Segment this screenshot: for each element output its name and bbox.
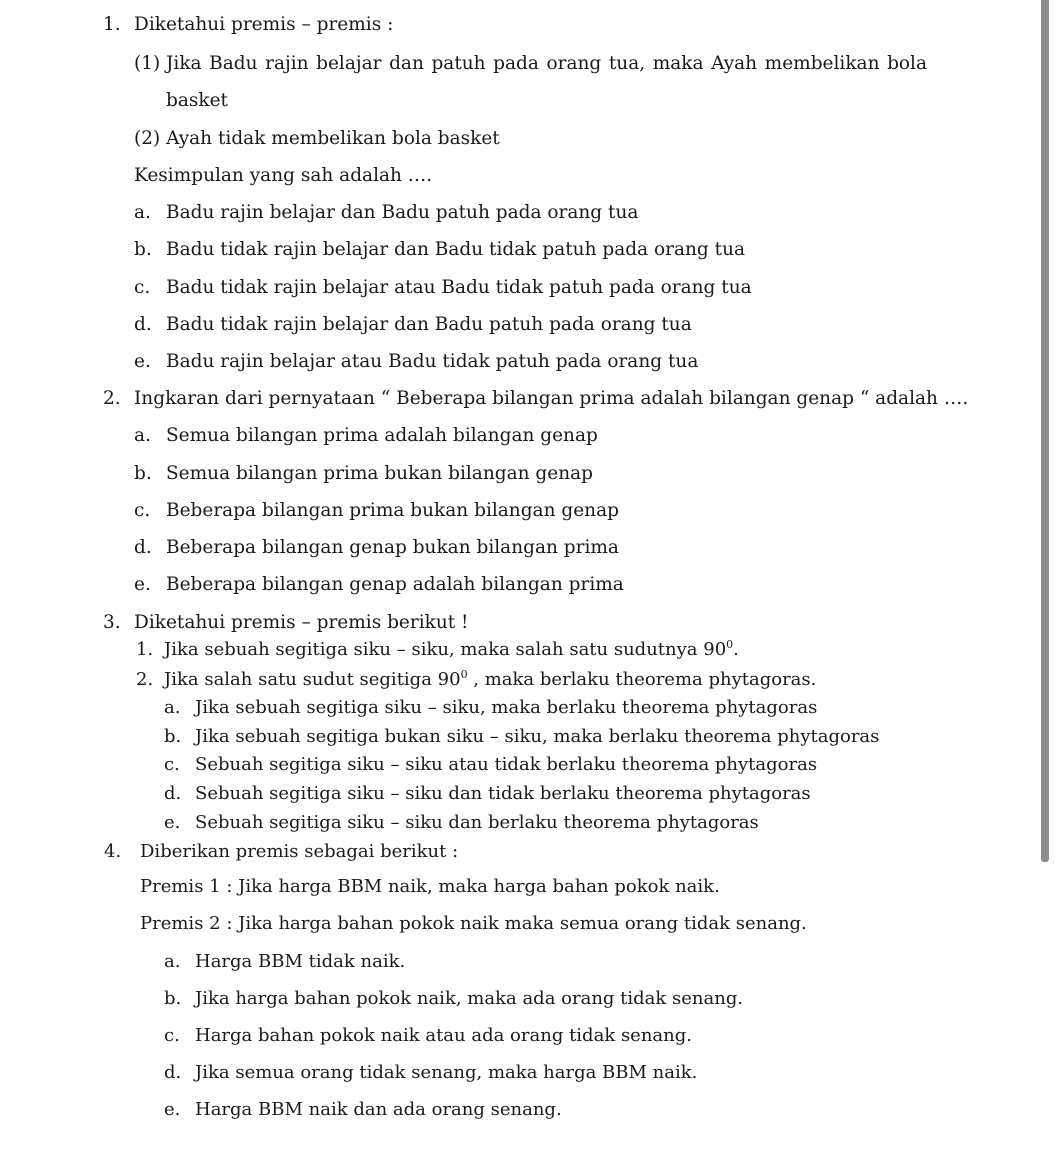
q1-option-letter: c. <box>134 277 151 298</box>
q3-premise1 <box>164 638 739 662</box>
q2-option-letter: e. <box>134 574 151 595</box>
q3-option-text: Sebuah segitiga siku – siku dan berlaku theorema phytagoras <box>195 812 759 833</box>
q3-option-letter: d. <box>164 783 182 804</box>
q2-option-text: Beberapa bilangan genap adalah bilangan prima <box>166 574 624 595</box>
q1-premise1-line2: basket <box>166 90 228 111</box>
q2-option-letter: a. <box>134 425 151 446</box>
degree-superscript: 0 <box>726 638 734 651</box>
q3-option-text: Jika sebuah segitiga siku – siku, maka berlaku theorema phytagoras <box>195 697 818 718</box>
q4-option-letter: b. <box>164 988 182 1009</box>
q3-stem: Diketahui premis – premis berikut ! <box>134 612 469 633</box>
q4-premise2: Premis 2 : Jika harga bahan pokok naik maka semua orang tidak senang. <box>140 913 807 934</box>
q4-option-letter: e. <box>164 1099 181 1120</box>
q4-option-text: Harga bahan pokok naik atau ada orang tidak senang. <box>195 1025 692 1046</box>
q3-option-text: Jika sebuah segitiga bukan siku – siku, maka berlaku theorema phytagoras <box>195 726 880 747</box>
vertical-scrollbar[interactable] <box>1041 0 1049 862</box>
q1-option-text: Badu tidak rajin belajar dan Badu patuh pada orang tua <box>166 314 692 335</box>
q3-premise2 <box>164 668 816 692</box>
q4-option-text: Harga BBM naik dan ada orang senang. <box>195 1099 562 1120</box>
q4-option-letter: c. <box>164 1025 180 1046</box>
q4-option-text: Jika harga bahan pokok naik, maka ada orang tidak senang. <box>195 988 744 1009</box>
q1-premise2: (2) Ayah tidak membelikan bola basket <box>134 128 500 149</box>
q2-option-text: Semua bilangan prima adalah bilangan genap <box>166 425 598 446</box>
q3-premise2-number: 2. <box>136 669 154 690</box>
q1-premise1-label: (1) <box>134 53 161 74</box>
q2-number: 2. <box>103 388 121 409</box>
q3-number: 3. <box>103 612 121 633</box>
q1-number: 1. <box>103 14 121 35</box>
q4-option-text: Harga BBM tidak naik. <box>195 951 406 972</box>
q2-stem: Ingkaran dari pernyataan “ Beberapa bilangan prima adalah bilangan genap “ adalah …. <box>134 388 969 409</box>
q1-stem: Diketahui premis – premis : <box>134 14 394 35</box>
q3-premise1-end: . <box>733 639 739 660</box>
q3-premise2-end: , maka berlaku theorema phytagoras. <box>467 669 817 690</box>
q3-premise2-text: Jika salah satu sudut segitiga 90 <box>164 669 461 690</box>
q1-option-text: Badu tidak rajin belajar atau Badu tidak patuh pada orang tua <box>166 277 752 298</box>
q1-option-letter: e. <box>134 351 151 372</box>
q1-option-letter: a. <box>134 202 151 223</box>
q1-option-letter: d. <box>134 314 152 335</box>
q1-option-text: Badu rajin belajar atau Badu tidak patuh pada orang tua <box>166 351 699 372</box>
q3-option-letter: c. <box>164 754 180 775</box>
q1-option-letter: b. <box>134 239 152 260</box>
q3-option-text: Sebuah segitiga siku – siku dan tidak berlaku theorema phytagoras <box>195 783 811 804</box>
q4-premise1: Premis 1 : Jika harga BBM naik, maka harga bahan pokok naik. <box>140 876 720 897</box>
q1-option-text: Badu rajin belajar dan Badu patuh pada orang tua <box>166 202 639 223</box>
q2-option-letter: b. <box>134 463 152 484</box>
q3-premise1-text: Jika sebuah segitiga siku – siku, maka salah satu sudutnya 90 <box>164 639 727 660</box>
q2-option-text: Beberapa bilangan prima bukan bilangan genap <box>166 500 619 521</box>
q4-option-letter: d. <box>164 1062 182 1083</box>
q2-option-text: Semua bilangan prima bukan bilangan genap <box>166 463 593 484</box>
q2-option-letter: c. <box>134 500 151 521</box>
q1-premise1-line1: Jika Badu rajin belajar dan patuh pada orang tua, maka Ayah membelikan bola <box>166 53 927 74</box>
degree-superscript: 0 <box>460 668 468 681</box>
q2-option-text: Beberapa bilangan genap bukan bilangan prima <box>166 537 619 558</box>
q3-option-letter: a. <box>164 697 181 718</box>
q3-premise1-number: 1. <box>136 639 154 660</box>
q1-option-text: Badu tidak rajin belajar dan Badu tidak patuh pada orang tua <box>166 239 746 260</box>
q4-option-letter: a. <box>164 951 181 972</box>
q3-option-text: Sebuah segitiga siku – siku atau tidak berlaku theorema phytagoras <box>195 754 818 775</box>
q4-number: 4. <box>104 841 122 862</box>
q3-option-letter: b. <box>164 726 182 747</box>
q3-option-letter: e. <box>164 812 181 833</box>
q1-question: Kesimpulan yang sah adalah …. <box>134 165 433 186</box>
q2-option-letter: d. <box>134 537 152 558</box>
q4-option-text: Jika semua orang tidak senang, maka harga BBM naik. <box>195 1062 698 1083</box>
q4-stem: Diberikan premis sebagai berikut : <box>140 841 459 862</box>
